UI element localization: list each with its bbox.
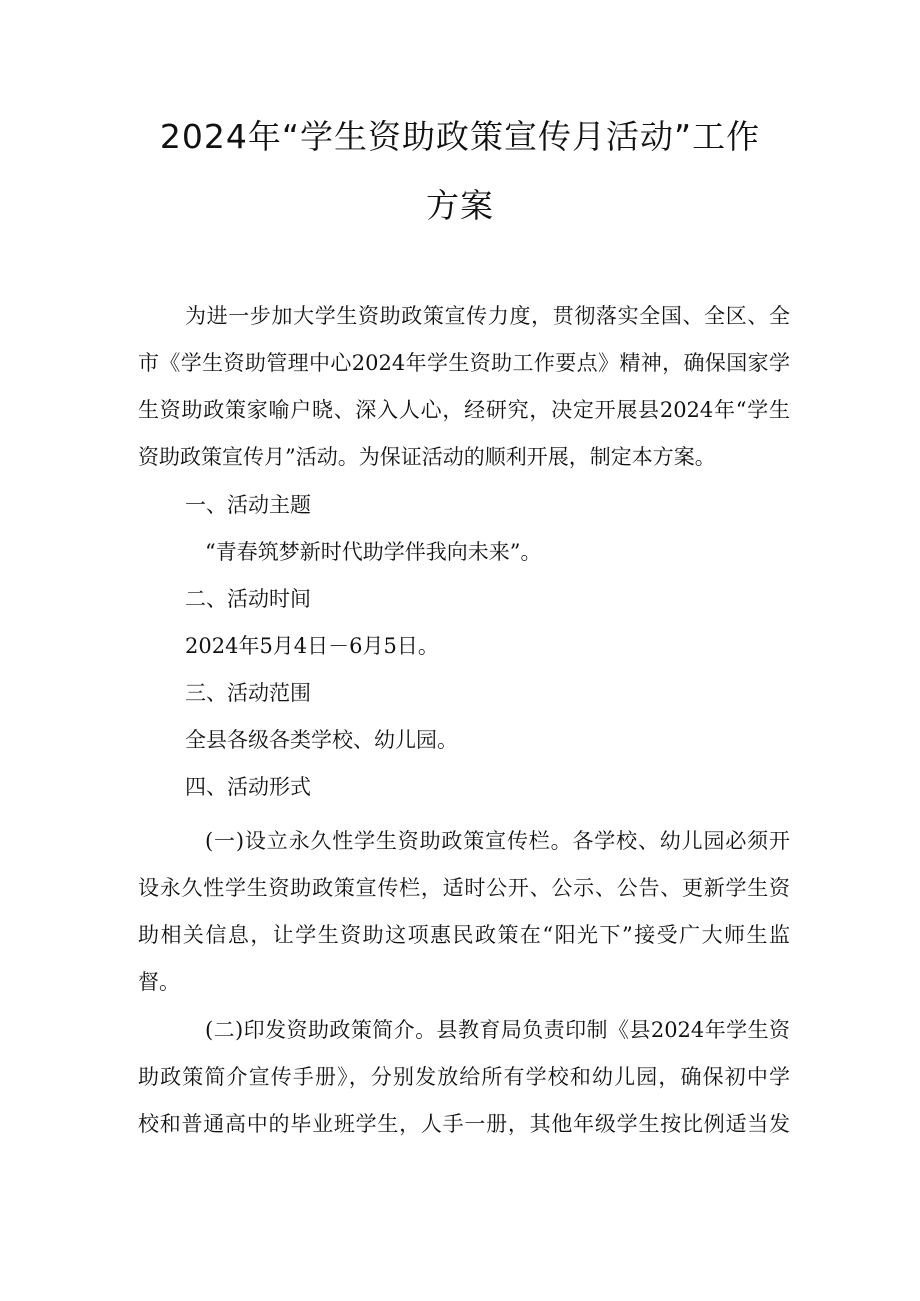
item1-line-4: 督。 <box>138 970 180 994</box>
intro-line-4: 资助政策宣传月”活动。为保证活动的顺利开展，制定本方案。 <box>138 445 716 469</box>
item1-line-3: 助相关信息，让学生资助这项惠民政策在“阳光下”接受广大师生监 <box>138 923 790 947</box>
document-title-line-2: 方案 <box>426 186 494 225</box>
section-text-theme: “青春筑梦新时代助学伴我向未来”。 <box>205 540 542 564</box>
item1-line-1: (一)设立永久性学生资助政策宣传栏。各学校、幼儿园必须开 <box>205 829 790 853</box>
item2-line-1: (二)印发资助政策简介。县教育局负责印制《县2024年学生资 <box>205 1018 790 1042</box>
section-heading-scope: 三、活动范围 <box>185 681 311 705</box>
section-heading-theme: 一、活动主题 <box>185 493 311 517</box>
section-text-time: 2024年5月4日－6月5日。 <box>185 634 439 658</box>
document-title-line-1: 2024年“学生资助政策宣传月活动”工作 <box>159 117 761 156</box>
section-heading-form: 四、活动形式 <box>185 775 311 799</box>
item2-line-2: 助政策简介宣传手册》，分别发放给所有学校和幼儿园，确保初中学 <box>138 1065 790 1089</box>
item1-line-2: 设永久性学生资助政策宣传栏，适时公开、公示、公告、更新学生资 <box>138 876 790 900</box>
intro-line-3: 生资助政策家喻户晓、深入人心，经研究，决定开展县2024年“学生 <box>138 398 790 422</box>
intro-line-2: 市《学生资助管理中心2024年学生资助工作要点》精神，确保国家学 <box>138 351 790 375</box>
intro-line-1: 为进一步加大学生资助政策宣传力度，贯彻落实全国、全区、全 <box>185 304 790 328</box>
section-text-scope: 全县各级各类学校、幼儿园。 <box>185 728 458 752</box>
section-heading-time: 二、活动时间 <box>185 587 311 611</box>
item2-line-3: 校和普通高中的毕业班学生，人手一册，其他年级学生按比例适当发 <box>138 1112 790 1136</box>
